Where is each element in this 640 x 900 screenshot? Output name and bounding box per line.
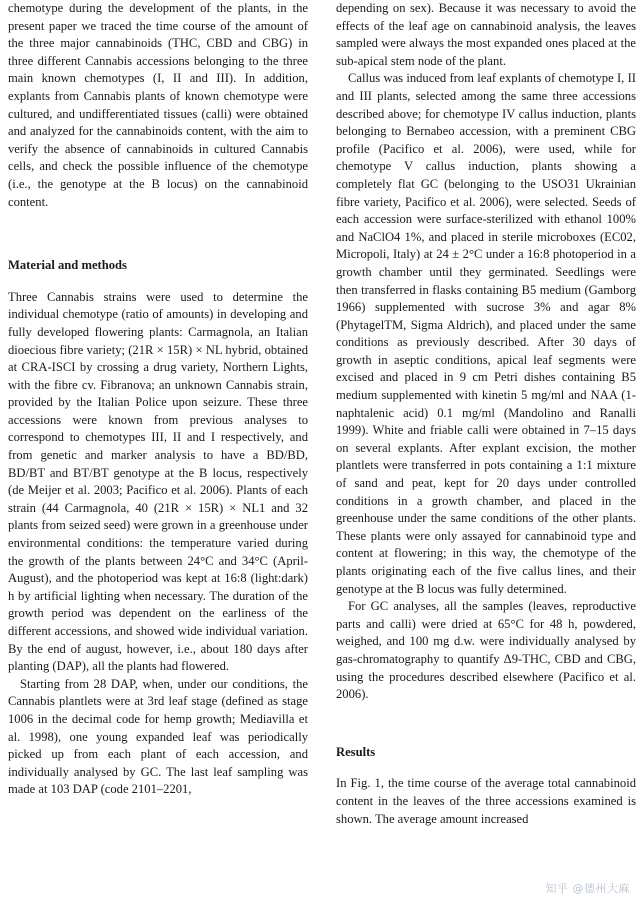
left-column [8,0,308,799]
watermark: 知乎 @德州大麻 [545,882,630,895]
methods-paragraph-3: depending on sex). Because it was necessary to avoid the effects of the leaf age on cannabinoid analysis, the leaves sampled were always the most expanded ones placed at the sub-apical stem node of the plant. [336,1,636,68]
intro-paragraph: chemotype during the development of the plants, in the present paper we traced the time course of the amount of the three major cannabinoids (THC, CBD and CBG) in three different Cannabis accessions belonging to the three main known chemotypes (I, II and III). In addition, explants from Cannabis plants of known chemotype were cultured, and undifferentiated tissues (calli) were obtained and analyzed for the cannabinoids content, with the aim to verify the absence of cannabinoids in cultured Cannabis cells, and check the possible influence of the chemotype (i.e., the genotype at the B locus) on the cannabinoid content. [8,1,308,209]
gc-analysis-paragraph: For GC analyses, all the samples (leaves, reproductive parts and calli) were dried at 65°C for 48 h, powdered, weighed, and 100 mg d.w. were individually analysed by gas-chromatography to quantify Δ9-THC, CBD and CBG, using the procedures described elsewhere (Pacifico et al. 2006). [336,599,636,702]
methods-paragraph-2: Starting from 28 DAP, when, under our conditions, the Cannabis plantlets were at 3rd leaf stage (defined as stage 1006 in the decimal code for hemp growth; Mediavilla et al. 1998), one young expanded leaf was periodically picked up from each plant of each accession, and individually analysed by GC. The last leaf sampling was made at 103 DAP (code 2101–2201, [8,676,308,797]
results-paragraph-1: In Fig. 1, the time course of the average total cannabinoid content in the leaves of the three accessions examined is shown. The average amount increased [336,776,636,826]
right-column [336,0,636,828]
results-heading: Results [336,744,376,759]
callus-paragraph: Callus was induced from leaf explants of chemotype I, II and III plants, selected among the same three accessions described above; for chemotype IV callus induction, plants belonging to Bernabeo accession, with a preminent CBG profile (Pacifico et al. 2006), were used, while for chemotype V callus induction, plants showing a completely flat GC (belonging to the USO31 Ukrainian fibre variety, Pacifico et al. 2006), were selected. Seeds of each accession were surface-sterilized with ethanol 100% and NaClO4 1%, and placed in sterile microboxes (EC02, Micropoli, Italy) at 24 ± 2°C under a 16:8 photoperiod in a growth chamber until they germinated. Seedlings were then transferred in flasks containing B5 medium (Gamborg 1966) supplemented with sucrose 3% and agar 8% (PhytagelTM, Sigma Aldrich), and placed under the same conditions as previously described. After 30 days of growth in aseptic conditions, apical leaf segments were excised and placed in 9 cm Petri dishes containing B5 medium supplemented with kinetin 5 mg/ml and NAA (1-naphtalenic acid) 0.1 mg/ml (Mandolino and Ranalli 1999). White and friable calli were obtained in 7–15 days on several explants. After explant excision, the mother plantlets were transferred in pots containing a 1:1 mixture of sand and peat, kept for 20 days under controlled conditions in a growth chamber, and placed in the greenhouse under the same conditions of the other plants. These plants were only assayed for cannabinoid type and content at flowering; in this way, the chemotype of the plants originating each of the five callus lines, and their genotype at the B locus was fully determined. [336,71,636,596]
methods-heading: Material and methods [8,258,127,273]
methods-paragraph-1: Three Cannabis strains were used to determine the individual chemotype (ratio of amounts) in developing and fully developed flowering plants: Carmagnola, an Italian dioecious fibre variety; (21R × 15R) × NL hybrid, obtained at CRA-ISCI by crossing a drug variety, Northern Lights, with the fibre cv. Fibranova; an unknown Cannabis strain, provided by the Italian Police upon seizure. These three accessions were known from previous analyses to correspond to chemotypes III, II and I respectively, and from genetic and marker analysis to have a BD/BD, BD/BT and BT/BT genotype at the B locus, respectively (de Meijer et al. 2003; Pacifico et al. 2006). Plants of each strain (44 Carmagnola, 40 (21R × 15R) × NL1 and 32 plants from seized seed) were grown in a greenhouse under environmental conditions: the temperature varied during the growth of the plants between 24°C and 34°C (April-August), and the photoperiod was kept at 16:8 (light:dark) h by artificial lighting when necessary. The duration of the growth period was dependent on the earliness of the different accessions, and showed wide individual variation. By the end of august, however, i.e., about 180 days after planting (DAP), all the plants had flowered. [8,289,308,674]
